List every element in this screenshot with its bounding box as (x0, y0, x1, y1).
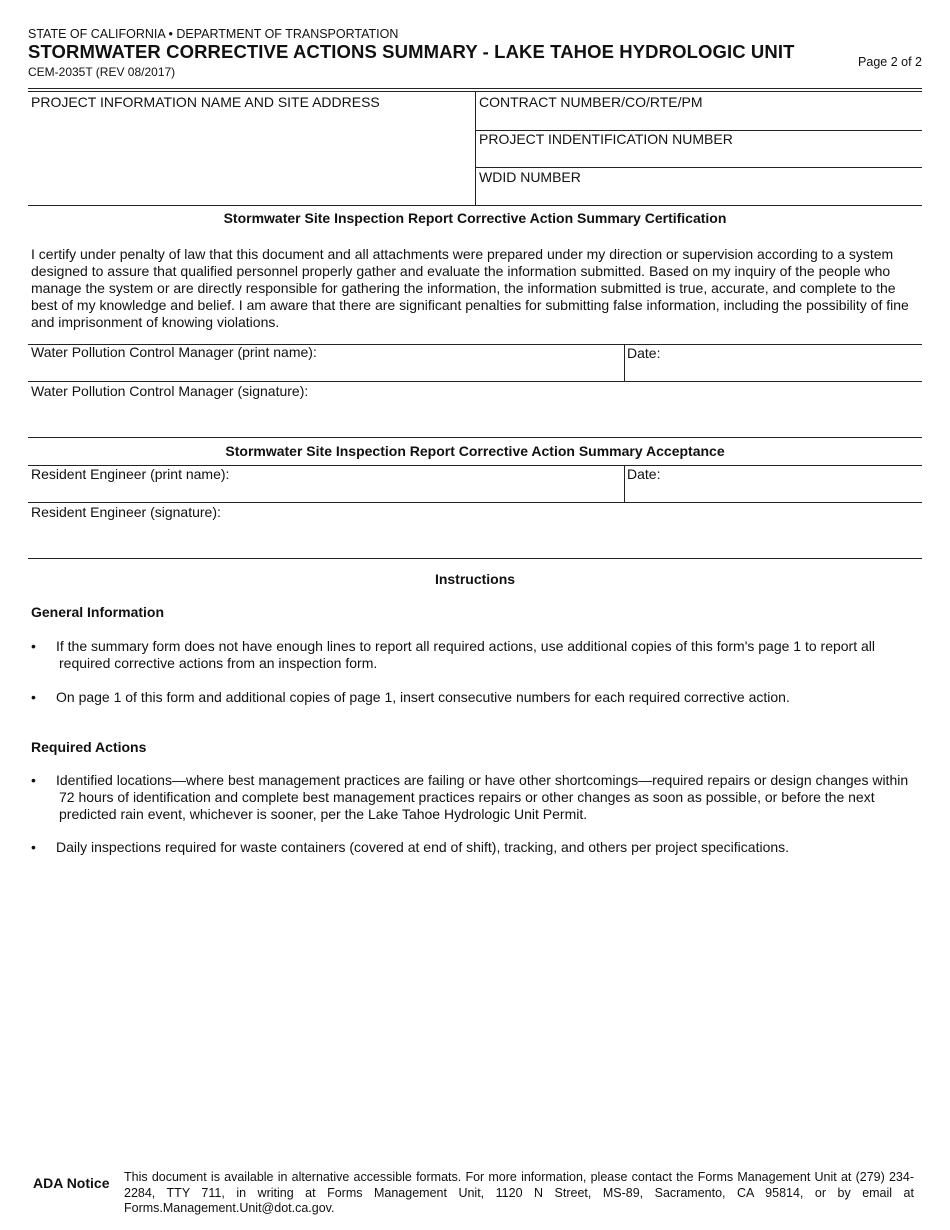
required-item-1-line-2: 72 hours of identification and complete best management practices repairs or other changes as soon as possible, or before the next (59, 789, 875, 805)
wdid-field[interactable] (479, 186, 919, 204)
contract-number-field[interactable] (479, 111, 919, 129)
instructions-heading: Instructions (434, 571, 516, 587)
form-number: CEM-2035T (REV 08/2017) (28, 65, 176, 79)
required-item-1-line-1: Identified locations—where best management practices are failing or have other shortcomings—required repairs or design changes within (56, 772, 909, 788)
general-item-1-line-2: required corrective actions from an inspection form. (59, 655, 378, 671)
manager-signature-label: Water Pollution Control Manager (signature): (31, 383, 309, 399)
cert-rule-mid (28, 381, 922, 382)
project-rule-bottom (28, 205, 922, 206)
bullet-icon: • (31, 839, 36, 855)
cert-rule-bottom (28, 437, 922, 438)
general-info-heading: General Information (31, 604, 165, 620)
manager-date-label: Date: (627, 345, 661, 361)
engineer-signature-field[interactable] (31, 522, 919, 556)
wdid-label: WDID NUMBER (479, 169, 581, 185)
engineer-name-field[interactable] (31, 483, 619, 501)
certification-heading: Stormwater Site Inspection Report Corrective Action Summary Certification (223, 210, 727, 226)
required-item-1-line-3: predicted rain event, whichever is sooner, per the Lake Tahoe Hydrologic Unit Permit. (59, 806, 588, 822)
required-item-1 (56, 772, 916, 823)
accept-rule-bottom (28, 558, 922, 559)
project-rule-2 (475, 167, 922, 168)
required-actions-heading: Required Actions (31, 739, 147, 755)
agency-line: STATE OF CALIFORNIA • DEPARTMENT OF TRANSPORTATION (28, 27, 399, 41)
engineer-date-label: Date: (627, 466, 661, 482)
engineer-date-field[interactable] (627, 483, 919, 501)
header-rule-top (28, 88, 922, 89)
project-id-label: PROJECT INDENTIFICATION NUMBER (479, 131, 733, 147)
engineer-signature-label: Resident Engineer (signature): (31, 504, 221, 520)
ada-notice-text: This document is available in alternative accessible formats. For more information, please contact the Forms Management Unit at (279) 234-2284, TTY 711, in writing at Forms Management Unit, 1120 N Street, MS-89, Sacramento, CA 95814, or by email at Forms.Management.Unit@dot.ca.gov. (124, 1170, 914, 1215)
project-info-label: PROJECT INFORMATION NAME AND SITE ADDRESS (31, 94, 380, 110)
ada-notice-label: ADA Notice (33, 1175, 110, 1191)
required-item-2-line-1: Daily inspections required for waste containers (covered at end of shift), tracking, and others per project specifications. (56, 839, 790, 855)
acceptance-heading: Stormwater Site Inspection Report Corrective Action Summary Acceptance (225, 443, 725, 459)
certification-text: I certify under penalty of law that this document and all attachments were prepared under my direction or supervision according to a system designed to assure that qualified personnel properly gather and evaluate the information submitted. Based on my inquiry of the people who manage the system or are directly responsible for gathering the information, the information submitted is true, accurate, and complete to the best of my knowledge and belief. I am aware that there are significant penalties for submitting false information, including the possibility of fine and imprisonment of knowing violations. (31, 246, 909, 330)
project-info-field[interactable] (31, 113, 469, 201)
manager-signature-field[interactable] (31, 401, 919, 435)
page-number: Page 2 of 2 (858, 55, 922, 69)
accept-date-divider (624, 465, 625, 502)
contract-number-label: CONTRACT NUMBER/CO/RTE/PM (479, 94, 703, 110)
general-item-2-line-1: On page 1 of this form and additional copies of page 1, insert consecutive numbers for each required corrective action. (56, 689, 790, 705)
general-item-1-line-1: If the summary form does not have enough lines to report all required actions, use additional copies of this form's page 1 to report all (56, 638, 876, 654)
cert-date-divider (624, 344, 625, 381)
general-item-1 (56, 638, 916, 672)
manager-date-field[interactable] (627, 362, 919, 380)
bullet-icon: • (31, 772, 36, 788)
project-id-field[interactable] (479, 148, 919, 166)
accept-rule-mid (28, 502, 922, 503)
manager-name-field[interactable] (31, 362, 619, 380)
engineer-name-label: Resident Engineer (print name): (31, 466, 230, 482)
bullet-icon: • (31, 638, 36, 654)
manager-name-label: Water Pollution Control Manager (print name): (31, 344, 317, 360)
form-title: STORMWATER CORRECTIVE ACTIONS SUMMARY - LAKE TAHOE HYDROLOGIC UNIT (28, 41, 795, 62)
general-item-2 (56, 689, 916, 706)
required-item-2 (56, 839, 916, 856)
bullet-icon: • (31, 689, 36, 705)
project-divider (475, 92, 476, 205)
